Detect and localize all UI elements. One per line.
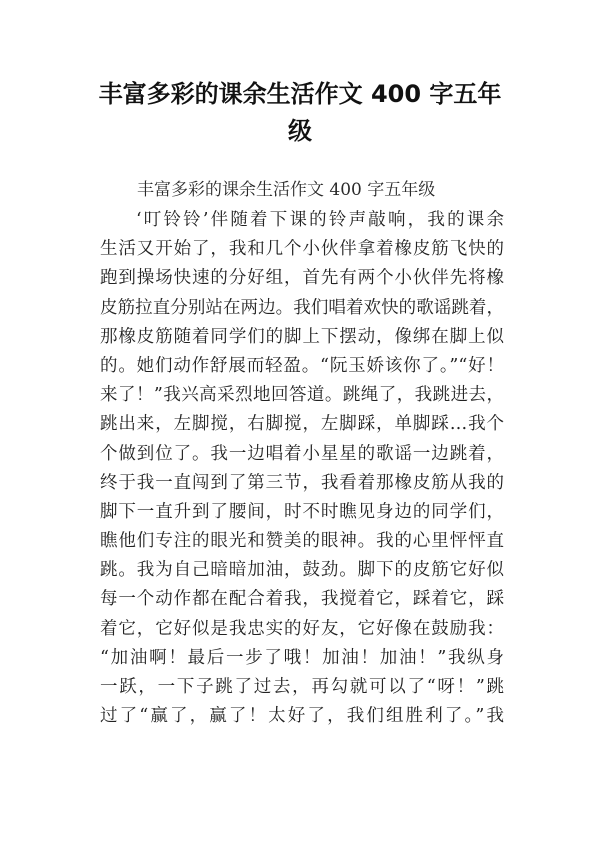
text-line: 生活又开始了，我和几个小伙伴拿着橡皮筋飞快的 — [100, 239, 504, 260]
text-line: ‘叮铃铃’伴随着下课的铃声敲响，我的课余 — [136, 210, 504, 230]
title-line-2: 级 — [288, 117, 312, 145]
text-line: 来了！”我兴高采烈地回答道。跳绳了，我跳进去， — [100, 385, 504, 406]
text-line: 个做到位了。我一边唱着小星星的歌谣一边跳着， — [100, 443, 504, 464]
text-line: 终于我一直闯到了第三节，我看着那橡皮筋从我的 — [100, 472, 504, 493]
text-line: 皮筋拉直分别站在两边。我们唱着欢快的歌谣跳着， — [100, 297, 504, 318]
text-line: 一跃，一下子跳了过去，再勾就可以了“呀！”跳 — [100, 677, 504, 697]
text-line: “加油啊！最后一步了哦！加油！加油！”我纵身 — [100, 647, 504, 668]
text-line: 那橡皮筋随着同学们的脚上下摆动，像绑在脚上似 — [100, 326, 504, 347]
text-line: 的。她们动作舒展而轻盈。“阮玉娇该你了。”“好！ — [100, 355, 504, 376]
text-line: 跳出来，左脚搅，右脚搅，左脚踩，单脚踩…我个 — [100, 414, 504, 435]
text-line: 跳。我为自己暗暗加油，鼓劲。脚下的皮筋它好似 — [100, 560, 504, 581]
title-line-1: 丰富多彩的课余生活作文 400 字五年 — [98, 80, 502, 108]
text-line: 跑到操场快速的分好组，首先有两个小伙伴先将橡 — [100, 268, 504, 289]
text-line: 脚下一直升到了腰间，时不时瞧见身边的同学们， — [100, 501, 504, 522]
document-subtitle: 丰富多彩的课余生活作文 400 字五年级 — [137, 180, 436, 200]
text-line: 瞧他们专注的眼光和赞美的眼神。我的心里怦怦直 — [100, 531, 504, 552]
essay-body — [100, 206, 504, 731]
text-line: 过了“赢了，赢了！太好了，我们组胜利了。”我 — [100, 706, 504, 727]
text-line: 着它，它好似是我忠实的好友，它好像在鼓励我： — [100, 618, 504, 639]
text-line: 每一个动作都在配合着我，我搅着它，踩着它，踩 — [100, 589, 504, 610]
document-title — [95, 76, 505, 150]
